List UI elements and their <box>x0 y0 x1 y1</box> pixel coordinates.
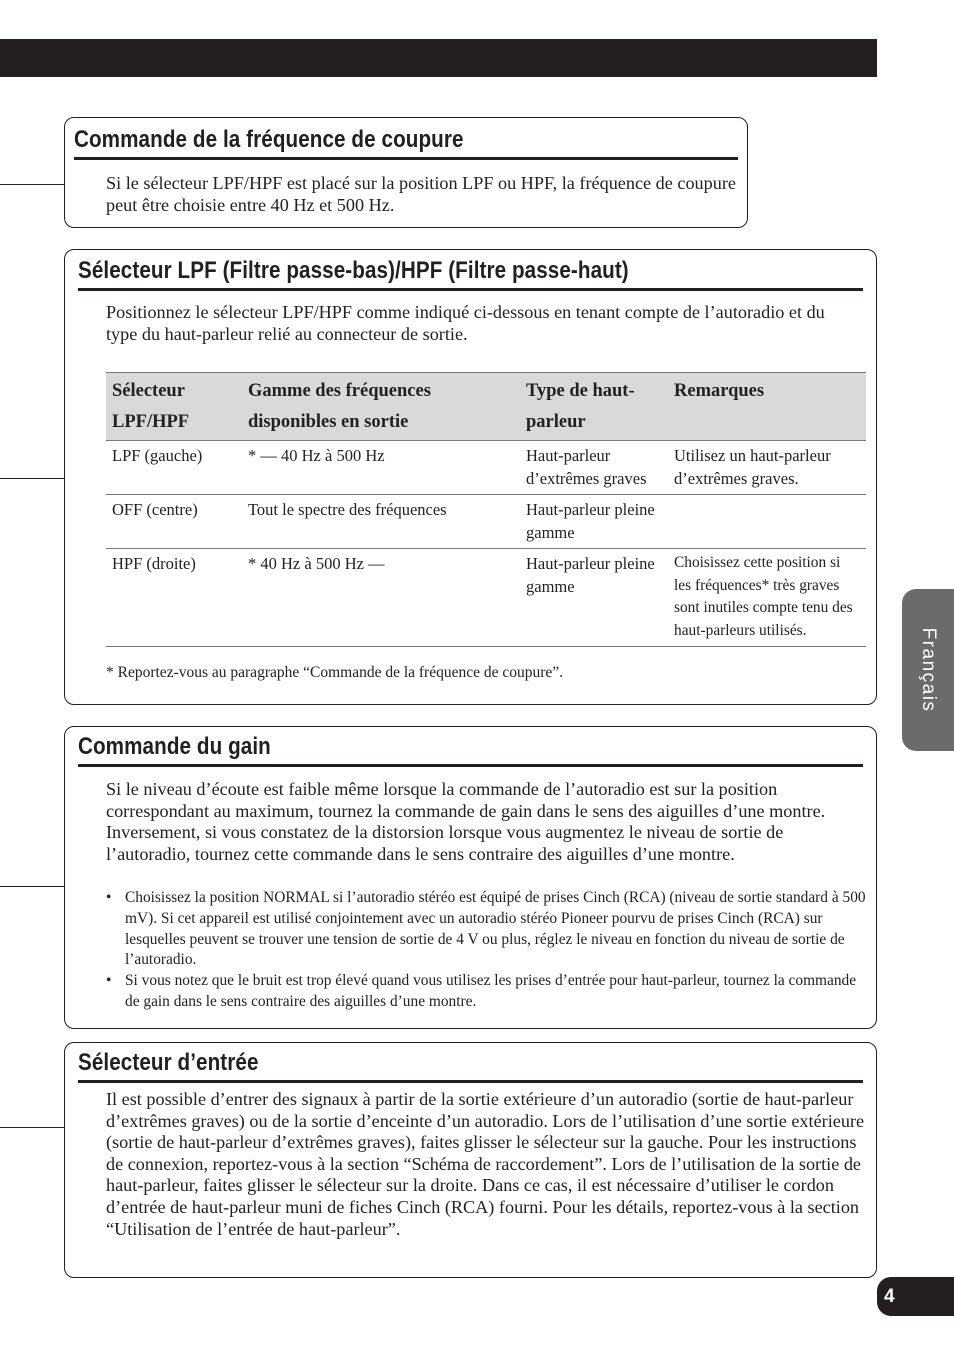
table-cell: * 40 Hz à 500 Hz — <box>242 549 520 647</box>
section-text: Si le niveau d’écoute est faible même lorsque la commande de l’autoradio est sur la position correspondant au maximum, tournez la commande de gain dans le sens des aiguilles d’une montre. Inversement, si vous constatez de la distorsion lorsque vous augmentez le niveau de sortie de l’autoradio, tournez cette commande dans le sens contraire des aiguilles d’une montre. <box>106 779 826 864</box>
table-row <box>106 495 866 549</box>
section-input-selector <box>64 1042 877 1278</box>
list-item: • Si vous notez que le bruit est trop élevé quand vous utilisez les prises d’entrée pour haut-parleur, tournez la commande de gain dans le sens contraire des aiguilles d’une montre. <box>106 971 868 1013</box>
section-title: Commande de la fréquence de coupure <box>74 126 464 153</box>
title-rule <box>78 1080 863 1083</box>
table-cell: * — 40 Hz à 500 Hz <box>242 441 520 495</box>
footnote: * Reportez-vous au paragraphe “Commande de la fréquence de coupure”. <box>106 664 564 681</box>
leader-line <box>0 886 64 887</box>
table-header: Sélecteur LPF/HPF <box>106 373 242 441</box>
list-item: • Choisissez la position NORMAL si l’autoradio stéréo est équipé de prises Cinch (RCA) (niveau de sortie standard à 500 mV). Si cet appareil est utilisé conjointement avec un autoradio stéréo Pioneer pourvu de prises Cinch (RCA) sur lesquelles peuvent se trouver une tension de sortie de 4 V ou plus, réglez le niveau en fonction du niveau de sortie de l’autoradio. <box>106 888 868 971</box>
section-title: Sélecteur LPF (Filtre passe-bas)/HPF (Filtre passe-haut) <box>78 257 629 284</box>
section-cutoff-frequency <box>64 117 748 228</box>
title-rule <box>74 157 738 160</box>
table-row <box>106 549 866 647</box>
section-text: Il est possible d’entrer des signaux à partir de la sortie extérieure d’un autoradio (sortie de haut-parleur d’extrêmes graves) ou de la sortie d’enceinte d’un autoradio. Lors de l’utilisation d’une sortie extérieure (sortie de haut-parleur d’extrêmes graves), faites glisser le sélecteur sur la gauche. Pour les instructions de connexion, reportez-vous à la section “Schéma de raccordement”. Lors de l’utilisation de la sortie de haut-parleur, faites glisser le sélecteur sur la droite. Dans ce cas, il est nécessaire d’utiliser le cordon d’entrée de haut-parleur muni de fiches Cinch (RCA) fourni. Pour les détails, reportez-vous à la section “Utilisation de l’entrée de haut-parleur”. <box>106 1089 865 1239</box>
table-cell: Choisissez cette position si les fréquences* très graves sont inutiles compte tenu des haut-parleurs utilisés. <box>668 549 866 647</box>
section-text: Si le sélecteur LPF/HPF est placé sur la position LPF ou HPF, la fréquence de coupure peut être choisie entre 40 Hz et 500 Hz. <box>106 173 736 215</box>
table-cell: Utilisez un haut-parleur d’extrêmes graves. <box>668 441 866 495</box>
language-label: Français <box>918 627 939 713</box>
table-cell: LPF (gauche) <box>106 441 242 495</box>
leader-line <box>0 1127 64 1128</box>
selector-table <box>106 372 866 647</box>
leader-line <box>0 184 64 185</box>
leader-line <box>0 478 64 479</box>
section-gain-control <box>64 726 877 1029</box>
header-bar <box>0 39 877 77</box>
table-cell: Haut-parleur pleine gamme <box>520 495 668 549</box>
table-cell: Haut-parleur pleine gamme <box>520 549 668 647</box>
bullet-list <box>106 888 868 1013</box>
section-title: Sélecteur d’entrée <box>78 1049 259 1076</box>
section-lpf-hpf-selector <box>64 249 877 705</box>
page-number: 4 <box>877 1277 954 1316</box>
table-cell <box>668 495 866 549</box>
table-header-row <box>106 373 866 441</box>
table-cell: Tout le spectre des fréquences <box>242 495 520 549</box>
title-rule <box>78 288 863 291</box>
table-row <box>106 441 866 495</box>
title-rule <box>78 764 863 767</box>
table-header: Type de haut-parleur <box>520 373 668 441</box>
table-header: Remarques <box>668 373 866 441</box>
table-cell: OFF (centre) <box>106 495 242 549</box>
table-cell: Haut-parleur d’extrêmes graves <box>520 441 668 495</box>
table-header: Gamme des fréquences disponibles en sortie <box>242 373 520 441</box>
section-text: Positionnez le sélecteur LPF/HPF comme indiqué ci-dessous en tenant compte de l’autoradio et du type du haut-parleur relié au connecteur de sortie. <box>106 302 825 344</box>
language-tab <box>902 589 954 751</box>
table-cell: HPF (droite) <box>106 549 242 647</box>
section-title: Commande du gain <box>78 733 271 760</box>
